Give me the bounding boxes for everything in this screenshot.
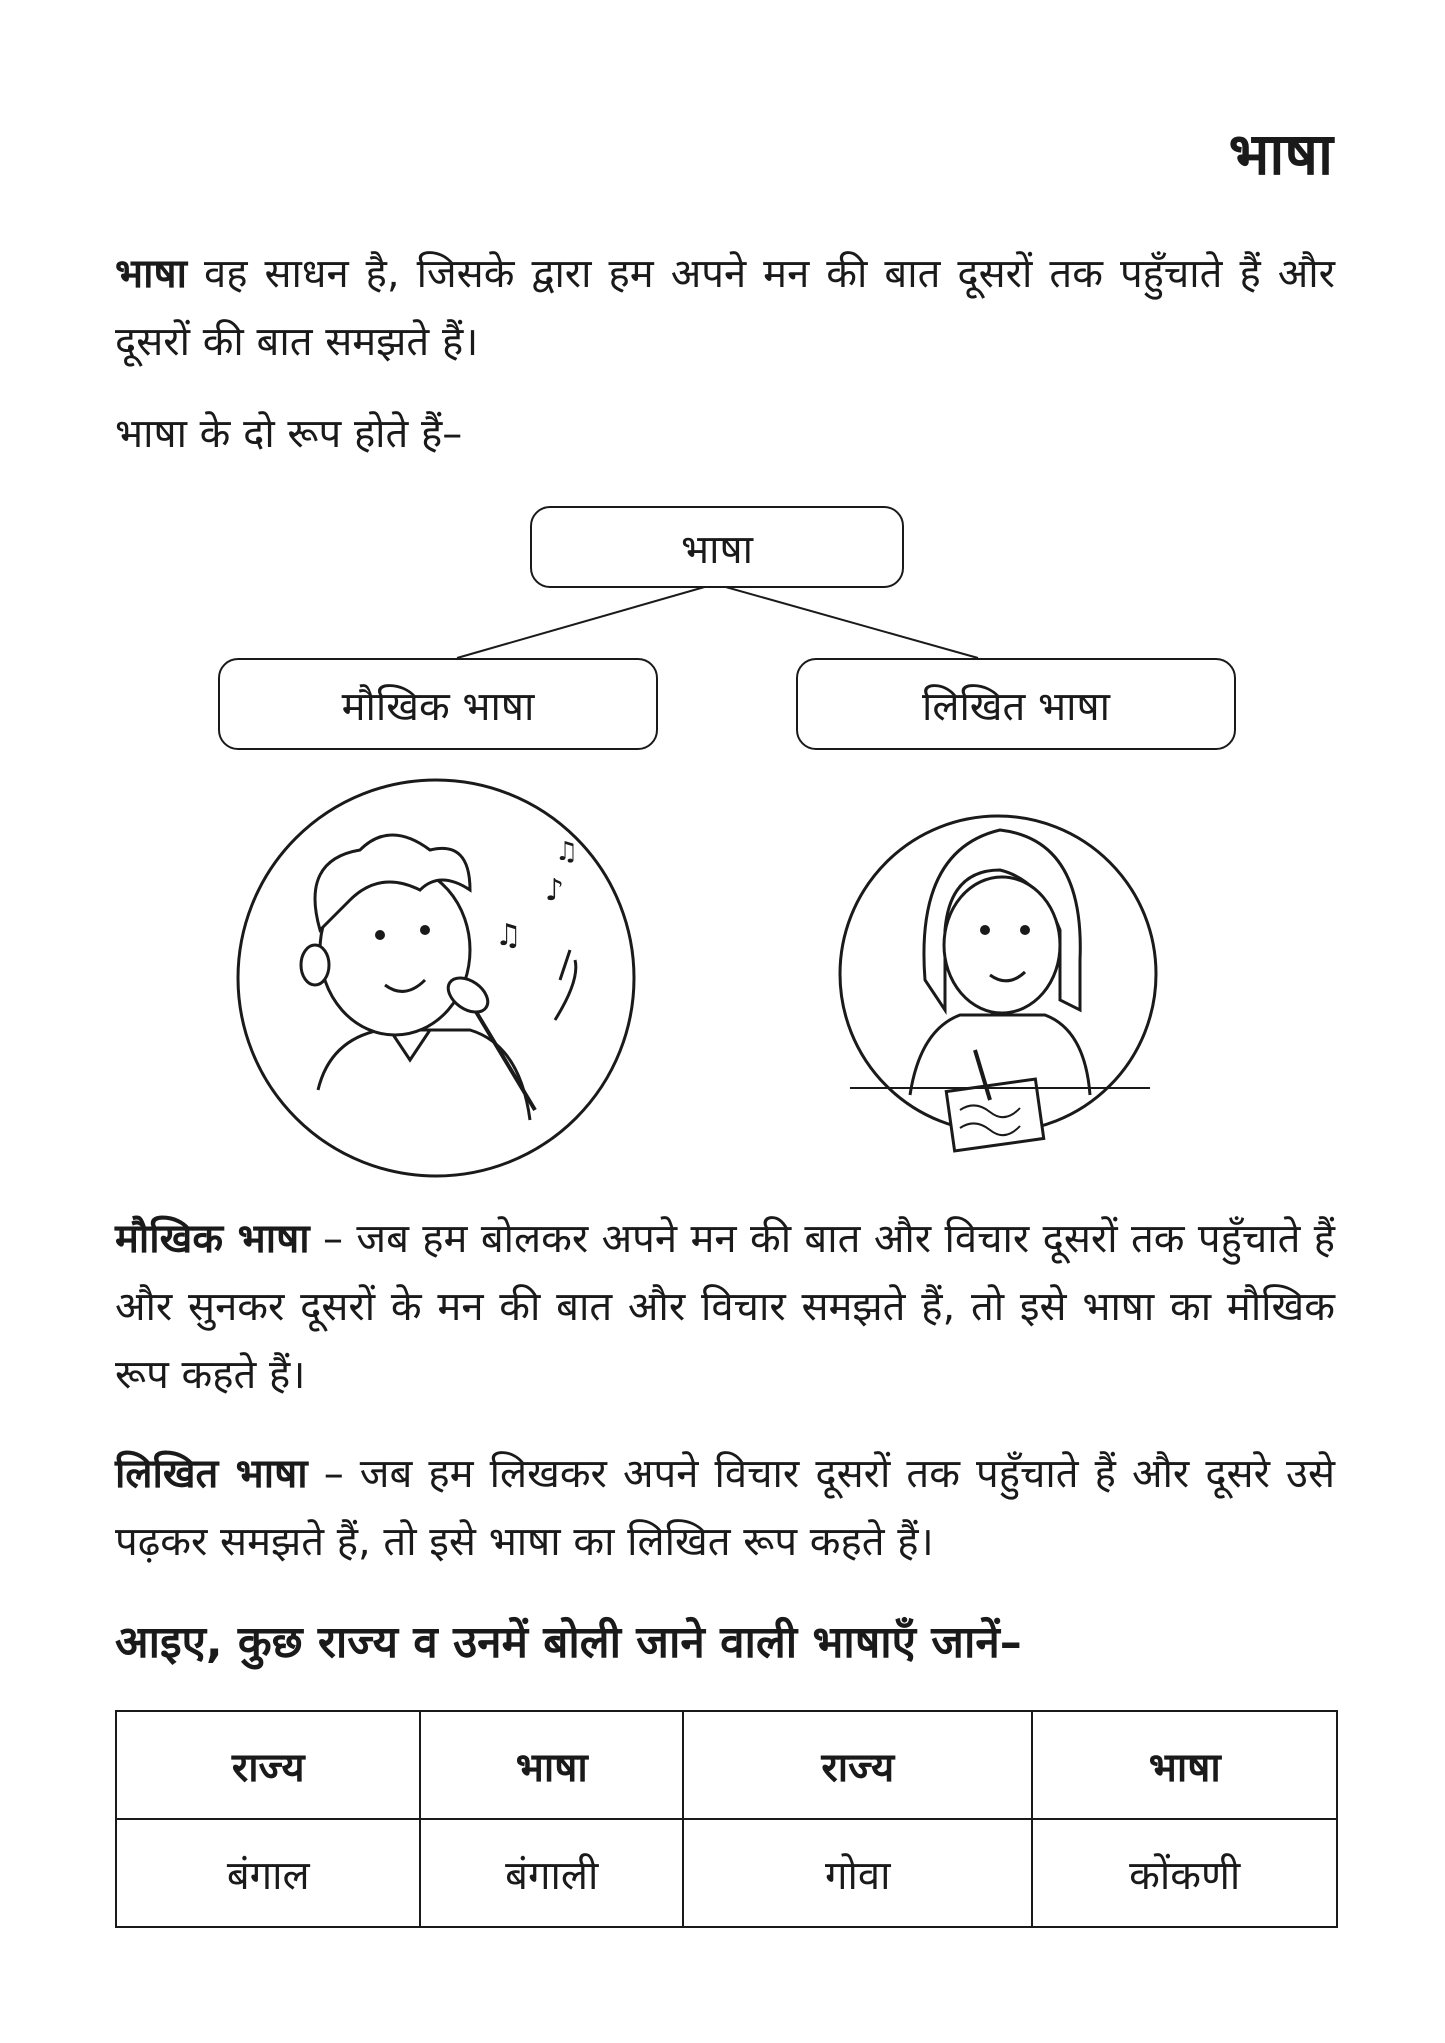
- written-text: – जब हम लिखकर अपने विचार दूसरों तक पहुँचाते हैं और दूसरे उसे पढ़कर समझते हैं, तो इसे भाषा का लिखित रूप कहते हैं।: [115, 1451, 1335, 1565]
- cell-language: बंगाली: [420, 1819, 683, 1927]
- boy-singing-illustration: [238, 780, 634, 1176]
- oral-term: मौखिक भाषा: [115, 1216, 310, 1262]
- states-languages-table: [115, 1710, 1338, 1928]
- table-row: [116, 1819, 1337, 1927]
- intro-text: वह साधन है, जिसके द्वारा हम अपने मन की बात दूसरों तक पहुँचाते हैं और दूसरों की बात समझते हैं।: [115, 251, 1335, 365]
- table-heading: आइए, कुछ राज्य व उनमें बोली जाने वाली भाषाएँ जानें–: [115, 1617, 1022, 1668]
- written-paragraph: [115, 1440, 1335, 1576]
- connector-left: [457, 584, 715, 658]
- header-language-2: भाषा: [1032, 1711, 1337, 1819]
- girl-writing-illustration: [840, 816, 1156, 1151]
- diagram-oral-box: मौखिक भाषा: [218, 658, 658, 750]
- oral-text: – जब हम बोलकर अपने मन की बात और विचार दूसरों तक पहुँचाते हैं और सुनकर दूसरों के मन की बात और विचार समझते हैं, तो इसे भाषा का मौखिक रूप कहते हैं।: [115, 1216, 1335, 1398]
- written-term: लिखित भाषा: [115, 1451, 308, 1497]
- cell-state: गोवा: [683, 1819, 1032, 1927]
- diagram-written-box: लिखित भाषा: [796, 658, 1236, 750]
- svg-text:♫: ♫: [495, 918, 522, 953]
- intro-term: भाषा: [115, 251, 187, 297]
- forms-intro: भाषा के दो रूप होते हैं–: [115, 411, 463, 457]
- connector-right: [715, 584, 978, 658]
- header-state-2: राज्य: [683, 1711, 1032, 1819]
- oral-paragraph: [115, 1205, 1335, 1409]
- page-title: भाषा: [1228, 120, 1333, 188]
- svg-text:♫: ♫: [555, 837, 579, 867]
- cell-language: कोंकणी: [1032, 1819, 1337, 1927]
- cell-state: बंगाल: [116, 1819, 420, 1927]
- header-state-1: राज्य: [116, 1711, 420, 1819]
- svg-text:♪: ♪: [545, 873, 565, 908]
- table-header-row: [116, 1711, 1337, 1819]
- diagram-root-box: भाषा: [530, 506, 904, 588]
- header-language-1: भाषा: [420, 1711, 683, 1819]
